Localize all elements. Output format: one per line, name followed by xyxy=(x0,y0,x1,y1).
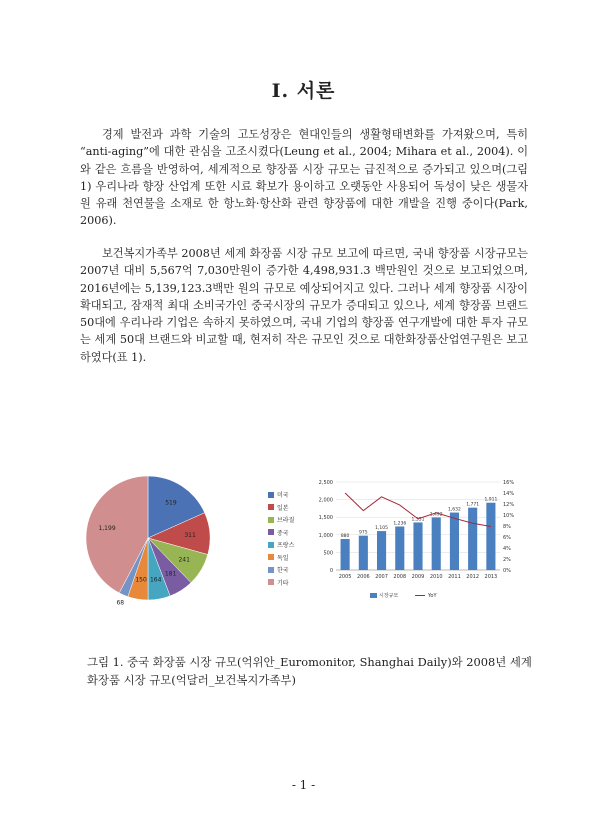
pie-chart xyxy=(80,470,260,620)
legend-swatch xyxy=(268,579,274,585)
x-tick-label: 2010 xyxy=(429,574,443,580)
pie-data-label: 150 xyxy=(135,576,147,584)
pie-legend-item xyxy=(268,553,289,562)
legend-swatch xyxy=(268,504,274,510)
bar-data-label: 1,632 xyxy=(447,507,461,513)
pie-legend-item xyxy=(268,578,289,587)
bar xyxy=(359,536,368,570)
bar-data-label: 1,351 xyxy=(411,517,425,523)
y-tick-right: 8% xyxy=(503,524,511,530)
pie-legend-item xyxy=(268,528,289,537)
y-tick-right: 12% xyxy=(503,502,515,508)
page-number: - 1 - xyxy=(291,778,316,792)
y-tick-left: 1,000 xyxy=(318,532,333,539)
y-tick-left: 0 xyxy=(329,568,333,574)
x-tick-label: 2009 xyxy=(411,574,425,580)
combo-chart xyxy=(300,470,530,610)
bar-data-label: 880 xyxy=(340,534,350,540)
bar-data-label: 1,105 xyxy=(375,526,389,532)
y-tick-right: 4% xyxy=(503,546,511,552)
bar xyxy=(341,539,350,570)
bar xyxy=(468,508,477,570)
y-tick-right: 6% xyxy=(503,535,511,541)
x-tick-label: 2012 xyxy=(466,574,480,580)
figure-caption: 그림 1. 중국 화장품 시장 규모(억위안_Euromonitor, Shanghai Daily)와 2008년 세계 화장품 시장 규모(억달러_보건복지가족부) xyxy=(87,655,532,687)
bar-data-label: 1,236 xyxy=(393,521,407,527)
legend-swatch xyxy=(268,492,274,498)
pie-legend-item xyxy=(268,565,289,574)
bar xyxy=(377,531,386,570)
bar-data-label: 1,492 xyxy=(429,512,443,518)
pie-data-label: 311 xyxy=(184,531,196,539)
pie-data-label: 181 xyxy=(164,570,177,578)
legend-label: 프랑스 xyxy=(277,542,295,549)
legend-label-line: YoY xyxy=(428,593,437,599)
bar xyxy=(432,517,441,570)
x-tick-label: 2007 xyxy=(375,574,388,580)
pie-data-label: 164 xyxy=(149,576,162,584)
y-tick-left: 1,500 xyxy=(318,515,333,522)
bar xyxy=(395,526,404,570)
x-tick-label: 2011 xyxy=(448,574,461,580)
legend-label: 한국 xyxy=(277,567,289,574)
paragraph-1: 경제 발전과 과학 기술의 고도성장은 현대인들의 생활형태변화를 가져왔으며, 특히 “anti-aging”에 대한 관심을 고조시켰다(Leung et al., 2004; Mihara et al., 2004). 이와 같은 흐름을 반영하여, 세계적으로 향장품 시장 규모는 급진적으로 증가되고 있으며(그림 1) 우리나라 향장 산업계 또한 시료 확보가 용이하고 오랫동안 사용되어 독성이 낮은 생물자원 유래 천연물을 소재로 한 항노화·항산화 관련 향장품에 대한 개발을 진행 중이다(Park, 2006). xyxy=(80,128,528,228)
y-tick-right: 14% xyxy=(503,491,515,497)
y-tick-right: 16% xyxy=(503,480,515,486)
pie-data-label: 68 xyxy=(116,599,125,607)
pie-legend-item xyxy=(268,503,289,512)
bar-data-label: 1,911 xyxy=(484,497,498,503)
bar xyxy=(450,513,459,570)
legend-swatch xyxy=(268,529,274,535)
x-tick-label: 2008 xyxy=(393,574,407,580)
y-tick-right: 2% xyxy=(503,557,511,563)
legend-swatch xyxy=(268,517,274,523)
pie-data-label: 1,199 xyxy=(98,524,116,532)
y-tick-left: 2,500 xyxy=(318,480,333,486)
y-tick-left: 2,000 xyxy=(318,497,333,504)
legend-label: 중국 xyxy=(277,529,289,537)
section-heading: Ⅰ. 서론 xyxy=(271,80,336,102)
legend-swatch xyxy=(268,567,274,573)
legend-swatch xyxy=(268,542,274,548)
legend-label: 일본 xyxy=(277,504,289,512)
bar-data-label: 1,771 xyxy=(466,502,480,508)
pie-data-label: 241 xyxy=(178,556,190,564)
bar xyxy=(486,503,495,570)
x-tick-label: 2013 xyxy=(484,574,498,580)
pie-data-label: 519 xyxy=(165,499,177,507)
legend-label: 미국 xyxy=(277,492,289,499)
x-tick-label: 2006 xyxy=(356,574,370,580)
legend-label: 브라질 xyxy=(277,517,295,524)
pie-legend-item xyxy=(268,540,294,549)
legend-label: 기타 xyxy=(277,579,289,587)
y-tick-right: 10% xyxy=(503,513,515,519)
y-tick-right: 0% xyxy=(503,568,511,574)
paragraph-2: 보건복지가족부 2008년 세계 화장품 시장 규모 보고에 따르면, 국내 향장품 시장규모는 2007년 대비 5,567억 7,030만원이 증가한 4,498,931.3 백만원인 것으로 보고되었으며, 2016년에는 5,139,123.3백만 원의 규모로 예상되어지고 있다. 그러나 세계 향장품 시장이 확대되고, 잠재적 최대 소비국가인 중국시장의 규모가 증대되고 있으나, 세계 향장품 브랜드 50대에 우리나라 기업은 속하지 못하였으며, 국내 기업의 향장품 연구개발에 대한 투자 규모는 세계 50대 브랜드와 비교할 때, 현저히 작은 규모인 것으로 대한화장품산업연구원은 보고하였다(표 1). xyxy=(80,247,528,364)
legend-label-bar: 시장규모 xyxy=(379,593,399,599)
legend-swatch xyxy=(268,554,274,560)
pie-legend-item xyxy=(268,515,294,524)
x-tick-label: 2005 xyxy=(338,574,352,580)
legend-label: 독일 xyxy=(277,554,289,562)
pie-legend-item xyxy=(268,490,289,499)
legend-swatch-bar xyxy=(370,593,377,598)
y-tick-left: 500 xyxy=(323,550,333,557)
bar-data-label: 975 xyxy=(359,530,368,536)
bar xyxy=(413,522,422,570)
